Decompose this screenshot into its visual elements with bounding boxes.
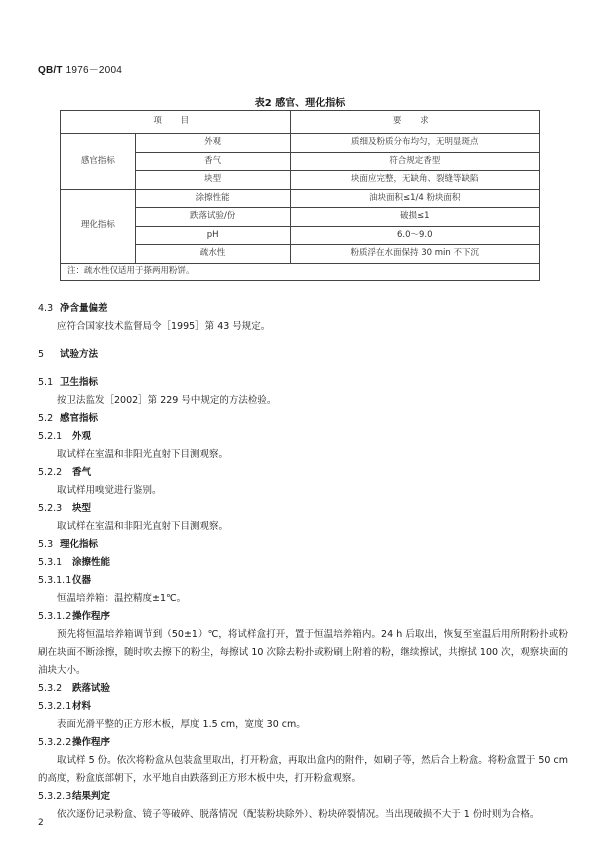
section-number: 5.3.2.1 bbox=[38, 701, 72, 712]
section-number: 5.2.1 bbox=[38, 431, 63, 442]
requirement-cell: 符合规定香型 bbox=[290, 152, 539, 171]
group-label: 感官指标 bbox=[61, 134, 136, 190]
section-number: 5.2.2 bbox=[38, 467, 63, 478]
section-number: 5.3.1.2 bbox=[38, 611, 72, 622]
section-number: 5.3.2.2 bbox=[38, 737, 72, 748]
section-number: 4.3 bbox=[38, 303, 54, 314]
section-number: 5.3.2.3 bbox=[38, 791, 72, 802]
section-title: 操作程序 bbox=[72, 611, 111, 622]
section-title: 仪器 bbox=[72, 575, 92, 586]
item-cell: 香气 bbox=[135, 152, 290, 171]
requirement-cell: 6.0～9.0 bbox=[290, 226, 539, 245]
section-title: 试验方法 bbox=[60, 349, 99, 360]
paragraph: 应符合国家技术监督局令［1995］第 43 号规定。 bbox=[57, 321, 271, 332]
requirement-cell: 块面应完整，无缺角、裂缝等缺陷 bbox=[290, 171, 539, 190]
item-cell: 疏水性 bbox=[135, 245, 290, 264]
item-cell: 涂擦性能 bbox=[135, 189, 290, 208]
section-title: 块型 bbox=[72, 503, 92, 514]
paragraph: 恒温培养箱：温控精度±1℃。 bbox=[57, 593, 187, 604]
section-number: 5.3 bbox=[38, 539, 54, 550]
paragraph: 按卫法监发［2002］第 229 号中规定的方法检验。 bbox=[57, 395, 277, 406]
section-title: 感官指标 bbox=[60, 413, 99, 424]
standard-code: QB/T bbox=[38, 65, 63, 76]
section-heading bbox=[38, 500, 568, 518]
group-label: 理化指标 bbox=[61, 189, 136, 263]
spec-table bbox=[60, 110, 540, 281]
section-heading bbox=[38, 536, 568, 554]
requirement-cell: 质细及粉质分布均匀，无明显斑点 bbox=[290, 134, 539, 153]
paragraph: 取试样用嗅觉进行鉴别。 bbox=[57, 485, 162, 496]
section-heading bbox=[38, 464, 568, 482]
section-heading bbox=[38, 346, 568, 364]
section-number: 5 bbox=[38, 349, 45, 360]
table-note-row bbox=[61, 263, 540, 280]
paragraph: 表面光滑平整的正方形木板，厚度 1.5 cm，宽度 30 cm。 bbox=[57, 719, 306, 730]
section-number: 5.3.2 bbox=[38, 683, 63, 694]
requirement-cell: 粉质浮在水面保持 30 min 不下沉 bbox=[290, 245, 539, 264]
item-cell: 外观 bbox=[135, 134, 290, 153]
section-title: 操作程序 bbox=[72, 737, 111, 748]
item-cell: 块型 bbox=[135, 171, 290, 190]
paragraph: 预先将恒温培养箱调节到（50±1）℃，将试样盒打开，置于恒温培养箱内。24 h 后取出，恢复至室温后用所附粉扑或粉刷在块面不断涂擦，随时吹去擦下的粉尘，每擦试 10 次除去粉扑或粉刷上附着的粉，继续擦试，共擦拭 100 次，观察块面的油块大小。 bbox=[38, 629, 568, 676]
table-header-row bbox=[61, 111, 540, 134]
standard-number: 1976－2004 bbox=[65, 65, 122, 76]
section-heading bbox=[38, 734, 568, 752]
item-cell: 跌落试验/份 bbox=[135, 208, 290, 227]
table-row bbox=[61, 134, 540, 153]
section-title: 净含量偏差 bbox=[60, 303, 108, 314]
section-number: 5.3.1 bbox=[38, 557, 63, 568]
requirement-cell: 破损≤1 bbox=[290, 208, 539, 227]
section-number: 5.2 bbox=[38, 413, 54, 424]
table-caption: 表2 感官、理化指标 bbox=[254, 98, 346, 109]
section-title: 卫生指标 bbox=[60, 377, 99, 388]
paragraph: 取试样 5 份。依次将粉盒从包装盒里取出，打开粉盒，再取出盒内的附件，如刷子等，然后合上粉盒。将粉盒置于 50 cm 的高度，粉盒底部朝下，水平地自由跌落到正方形木板中央，打开粉盒观察。 bbox=[38, 755, 568, 784]
section-number: 5.3.1.1 bbox=[38, 575, 72, 586]
section-number: 5.2.3 bbox=[38, 503, 63, 514]
paragraph: 依次逐份记录粉盒、镜子等破碎、脱落情况（配装粉块除外）、粉块碎裂情况。当出现破损不大于 1 份时则为合格。 bbox=[57, 809, 540, 820]
section-heading bbox=[38, 698, 568, 716]
section-title: 结果判定 bbox=[72, 791, 111, 802]
paragraph: 取试样在室温和非阳光直射下目测观察。 bbox=[57, 449, 229, 460]
body-content bbox=[38, 300, 568, 824]
requirement-cell: 油块面积≤1/4 粉块面积 bbox=[290, 189, 539, 208]
spacer bbox=[38, 364, 568, 374]
column-header-item: 项 目 bbox=[61, 111, 291, 134]
section-heading bbox=[38, 554, 568, 572]
paragraph: 取试样在室温和非阳光直射下目测观察。 bbox=[57, 521, 229, 532]
section-heading bbox=[38, 374, 568, 392]
spacer bbox=[38, 336, 568, 346]
section-title: 外观 bbox=[72, 431, 92, 442]
page-number: 2 bbox=[38, 818, 44, 828]
section-number: 5.1 bbox=[38, 377, 54, 388]
section-heading bbox=[38, 608, 568, 626]
section-title: 香气 bbox=[72, 467, 92, 478]
section-heading bbox=[38, 428, 568, 446]
section-title: 理化指标 bbox=[60, 539, 99, 550]
section-heading bbox=[38, 410, 568, 428]
table-note: 注：疏水性仅适用于搽两用粉饼。 bbox=[61, 263, 540, 280]
section-title: 材料 bbox=[72, 701, 92, 712]
section-heading bbox=[38, 680, 568, 698]
item-cell: pH bbox=[135, 226, 290, 245]
section-title: 涂擦性能 bbox=[72, 557, 111, 568]
standard-header bbox=[38, 61, 122, 76]
section-heading bbox=[38, 300, 568, 318]
table-row bbox=[61, 189, 540, 208]
section-heading bbox=[38, 788, 568, 806]
section-heading bbox=[38, 572, 568, 590]
column-header-requirement: 要 求 bbox=[290, 111, 539, 134]
section-title: 跌落试验 bbox=[72, 683, 111, 694]
